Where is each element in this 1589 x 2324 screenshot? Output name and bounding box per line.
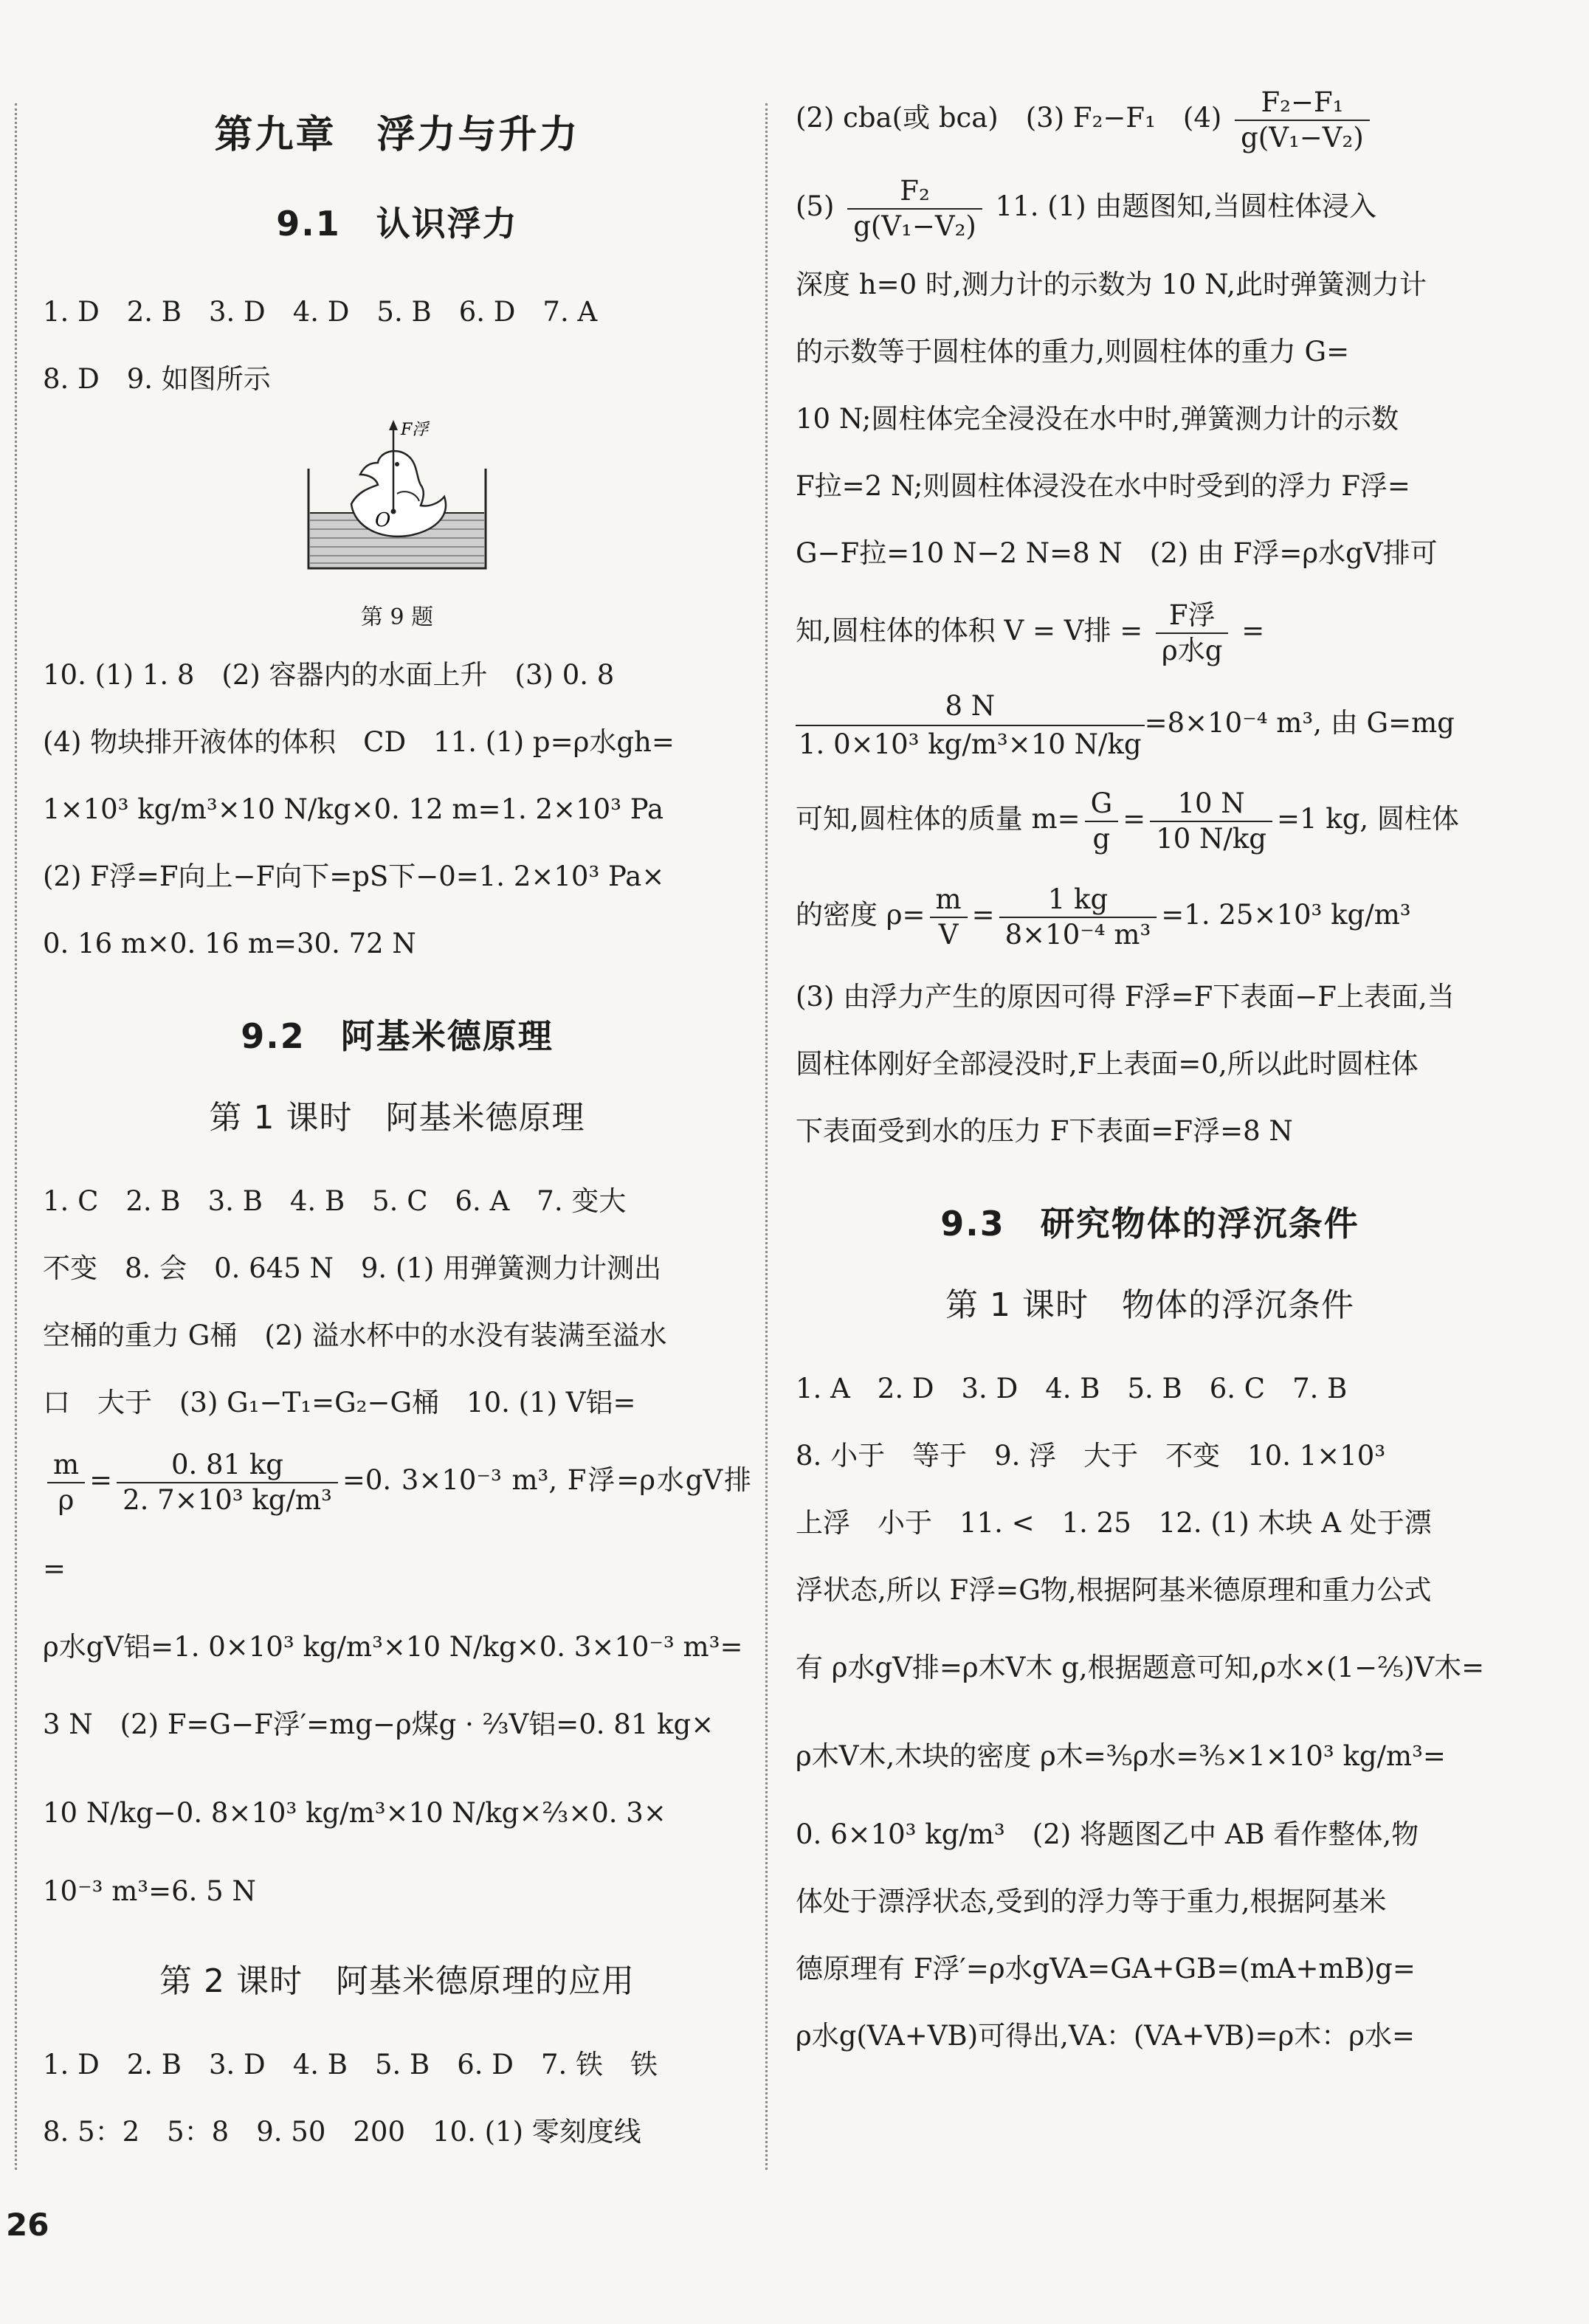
answer-line: 1×10³ kg/m³×10 N/kg×0. 12 m=1. 2×10³ Pa: [43, 793, 664, 825]
page-number: 26: [6, 2207, 49, 2243]
column-divider: [765, 103, 768, 2170]
answer-line: 深度 h=0 时,测力计的示数为 10 N,此时弹簧测力计: [796, 269, 1427, 300]
answer-line: 8. 小于 等于 9. 浮 大于 不变 10. 1×10³: [796, 1440, 1386, 1472]
duck-diagram: [286, 417, 508, 594]
answer-line: 1. D 2. B 3. D 4. B 5. B 6. D 7. 铁 铁: [43, 2049, 658, 2080]
formula-line: (5) $\frac{\text{F₂}}{\text{g(V₁−V₂)}}$ 11. (1) 由题图知,当圆柱体浸入: [796, 174, 1377, 242]
section-title-9-2: 9.2 阿基米德原理: [241, 1016, 554, 1056]
answer-line: 10 N/kg−0. 8×10³ kg/m³×10 N/kg×⅔×0. 3×: [43, 1797, 666, 1829]
fraction: $\frac{\text{F₂}}{\text{g(V₁−V₂)}}$: [847, 174, 982, 244]
formula-line: $\frac{m}{\rho}$ = $\frac{0. 81 kg}{\text{2. 7×10³ kg/m³}}$ =0. 3×10⁻³ m³, F浮=ρ水gV排=: [43, 1448, 751, 1585]
answer-line: 空桶的重力 G桶 (2) 溢水杯中的水没有装满至溢水: [43, 1320, 667, 1351]
lesson-title: 第 1 课时 物体的浮沉条件: [945, 1286, 1354, 1324]
fraction: $\frac{8 N}{\text{1. 0×10³ kg/m³×10 N/kg}}$: [796, 688, 1145, 763]
answer-line: 0. 6×10³ kg/m³ (2) 将题图乙中 AB 看作整体,物: [796, 1818, 1419, 1850]
answer-line: 8. 5：2 5：8 9. 50 200 10. (1) 零刻度线: [43, 2116, 641, 2148]
answer-line: (3) 由浮力产生的原因可得 F浮=F下表面−F上表面,当: [796, 981, 1455, 1013]
formula-line: 可知,圆柱体的质量 m= $\frac{G}{g}$ = $\frac{10 N}{10 N/kg}$ =1 kg, 圆柱体: [796, 787, 1459, 855]
fraction: $\frac{m}{\rho}$: [47, 1448, 85, 1517]
fraction: $\frac{1 kg}{\text{8×10⁻⁴ m³}}$: [999, 883, 1157, 952]
formula-line: 的密度 ρ= $\frac{m}{V}$ = $\frac{1 kg}{\text{8×10⁻⁴ m³}}$ =1. 25×10³ kg/m³: [796, 883, 1411, 951]
fraction: $\frac{0. 81 kg}{\text{2. 7×10³ kg/m³}}$: [117, 1448, 338, 1517]
answer-line: 体处于漂浮状态,受到的浮力等于重力,根据阿基米: [796, 1886, 1387, 1917]
answer-line: 不变 8. 会 0. 645 N 9. (1) 用弹簧测力计测出: [43, 1252, 662, 1284]
answer-line: (4) 物块排开液体的体积 CD 11. (1) p=ρ水gh=: [43, 726, 675, 758]
answer-line: ρ水g(VA+VB)可得出,VA：(VA+VB)=ρ木：ρ水=: [796, 2020, 1416, 2052]
answer-line: 3 N (2) F=G−F浮′=mg−ρ煤g · ⅔V铝=0. 81 kg×: [43, 1708, 714, 1740]
point-label: O: [375, 509, 391, 531]
answer-line: 有 ρ水gV排=ρ木V木 g,根据题意可知,ρ水×(1−⅖)V木=: [796, 1652, 1485, 1683]
answer-line: 1. D 2. B 3. D 4. D 5. B 6. D 7. A: [43, 296, 598, 328]
fraction: $\frac{m}{V}$: [930, 883, 968, 952]
lesson-title: 第 1 课时 阿基米德原理: [209, 1099, 585, 1137]
left-column: [43, 89, 751, 2165]
answer-line: 上浮 小于 11. < 1. 25 12. (1) 木块 A 处于漂: [796, 1507, 1432, 1539]
right-column: [796, 86, 1504, 2069]
answer-line: ρ木V木,木块的密度 ρ木=⅗ρ水=⅗×1×10³ kg/m³=: [796, 1740, 1446, 1772]
chapter-title: 第九章 浮力与升力: [214, 113, 580, 157]
answer-line: 1. A 2. D 3. D 4. B 5. B 6. C 7. B: [796, 1373, 1348, 1404]
fraction: $\frac{\text{F浮}}{\text{ρ水g}}$: [1156, 599, 1228, 668]
answer-line: 10. (1) 1. 8 (2) 容器内的水面上升 (3) 0. 8: [43, 659, 615, 691]
section-title-9-3: 9.3 研究物体的浮沉条件: [940, 1204, 1359, 1244]
duck-float-figure: [43, 417, 751, 631]
formula-line: $\frac{8 N}{\text{1. 0×10³ kg/m³×10 N/kg}}$ =8×10⁻⁴ m³, 由 G=mg: [796, 675, 1504, 771]
answer-line: 的示数等于圆柱体的重力,则圆柱体的重力 G=: [796, 336, 1350, 368]
answer-line: 德原理有 F浮′=ρ水gVA=GA+GB=(mA+mB)g=: [796, 1953, 1416, 1985]
answer-line: 10 N;圆柱体完全浸没在水中时,弹簧测力计的示数: [796, 403, 1399, 435]
fraction: $\frac{\text{F₂−F₁}}{\text{g(V₁−V₂)}}$: [1235, 86, 1370, 155]
answer-line: 0. 16 m×0. 16 m=30. 72 N: [43, 928, 416, 959]
answer-line: 圆柱体刚好全部浸没时,F上表面=0,所以此时圆柱体: [796, 1048, 1419, 1080]
answer-line: 8. D 9. 如图所示: [43, 363, 271, 395]
answer-line: 浮状态,所以 F浮=G物,根据阿基米德原理和重力公式: [796, 1574, 1432, 1606]
answer-line: 1. C 2. B 3. B 4. B 5. C 6. A 7. 变大: [43, 1185, 627, 1217]
answer-line: ρ水gV铝=1. 0×10³ kg/m³×10 N/kg×0. 3×10⁻³ m³=: [43, 1631, 743, 1663]
formula-line: (2) cba(或 bca) (3) F₂−F₁ (4) $\frac{\text{F₂−F₁}}{\text{g(V₁−V₂)}}$: [796, 74, 1504, 162]
answer-line: G−F拉=10 N−2 N=8 N (2) 由 F浮=ρ水gV排可: [796, 537, 1438, 569]
section-title-9-1: 9.1 认识浮力: [276, 204, 518, 244]
answer-line: 下表面受到水的压力 F下表面=F浮=8 N: [796, 1115, 1293, 1147]
figure-caption: 第 9 题: [360, 604, 434, 630]
fraction: $\frac{G}{g}$: [1085, 787, 1119, 856]
answer-line: 口 大于 (3) G₁−T₁=G₂−G桶 10. (1) V铝=: [43, 1387, 636, 1418]
answer-line: (2) F浮=F向上−F向下=pS下−0=1. 2×10³ Pa×: [43, 861, 665, 892]
answer-line: 10⁻³ m³=6. 5 N: [43, 1875, 256, 1907]
formula-line: 知,圆柱体的体积 V = V排 = $\frac{\text{F浮}}{\text{ρ水g}}$ =: [796, 599, 1265, 666]
force-label: F浮: [401, 421, 429, 439]
lesson-title: 第 2 课时 阿基米德原理的应用: [159, 1962, 635, 2000]
answer-line: F拉=2 N;则圆柱体浸没在水中时受到的浮力 F浮=: [796, 470, 1410, 502]
fraction: $\frac{10 N}{10 N/kg}$: [1150, 787, 1272, 856]
